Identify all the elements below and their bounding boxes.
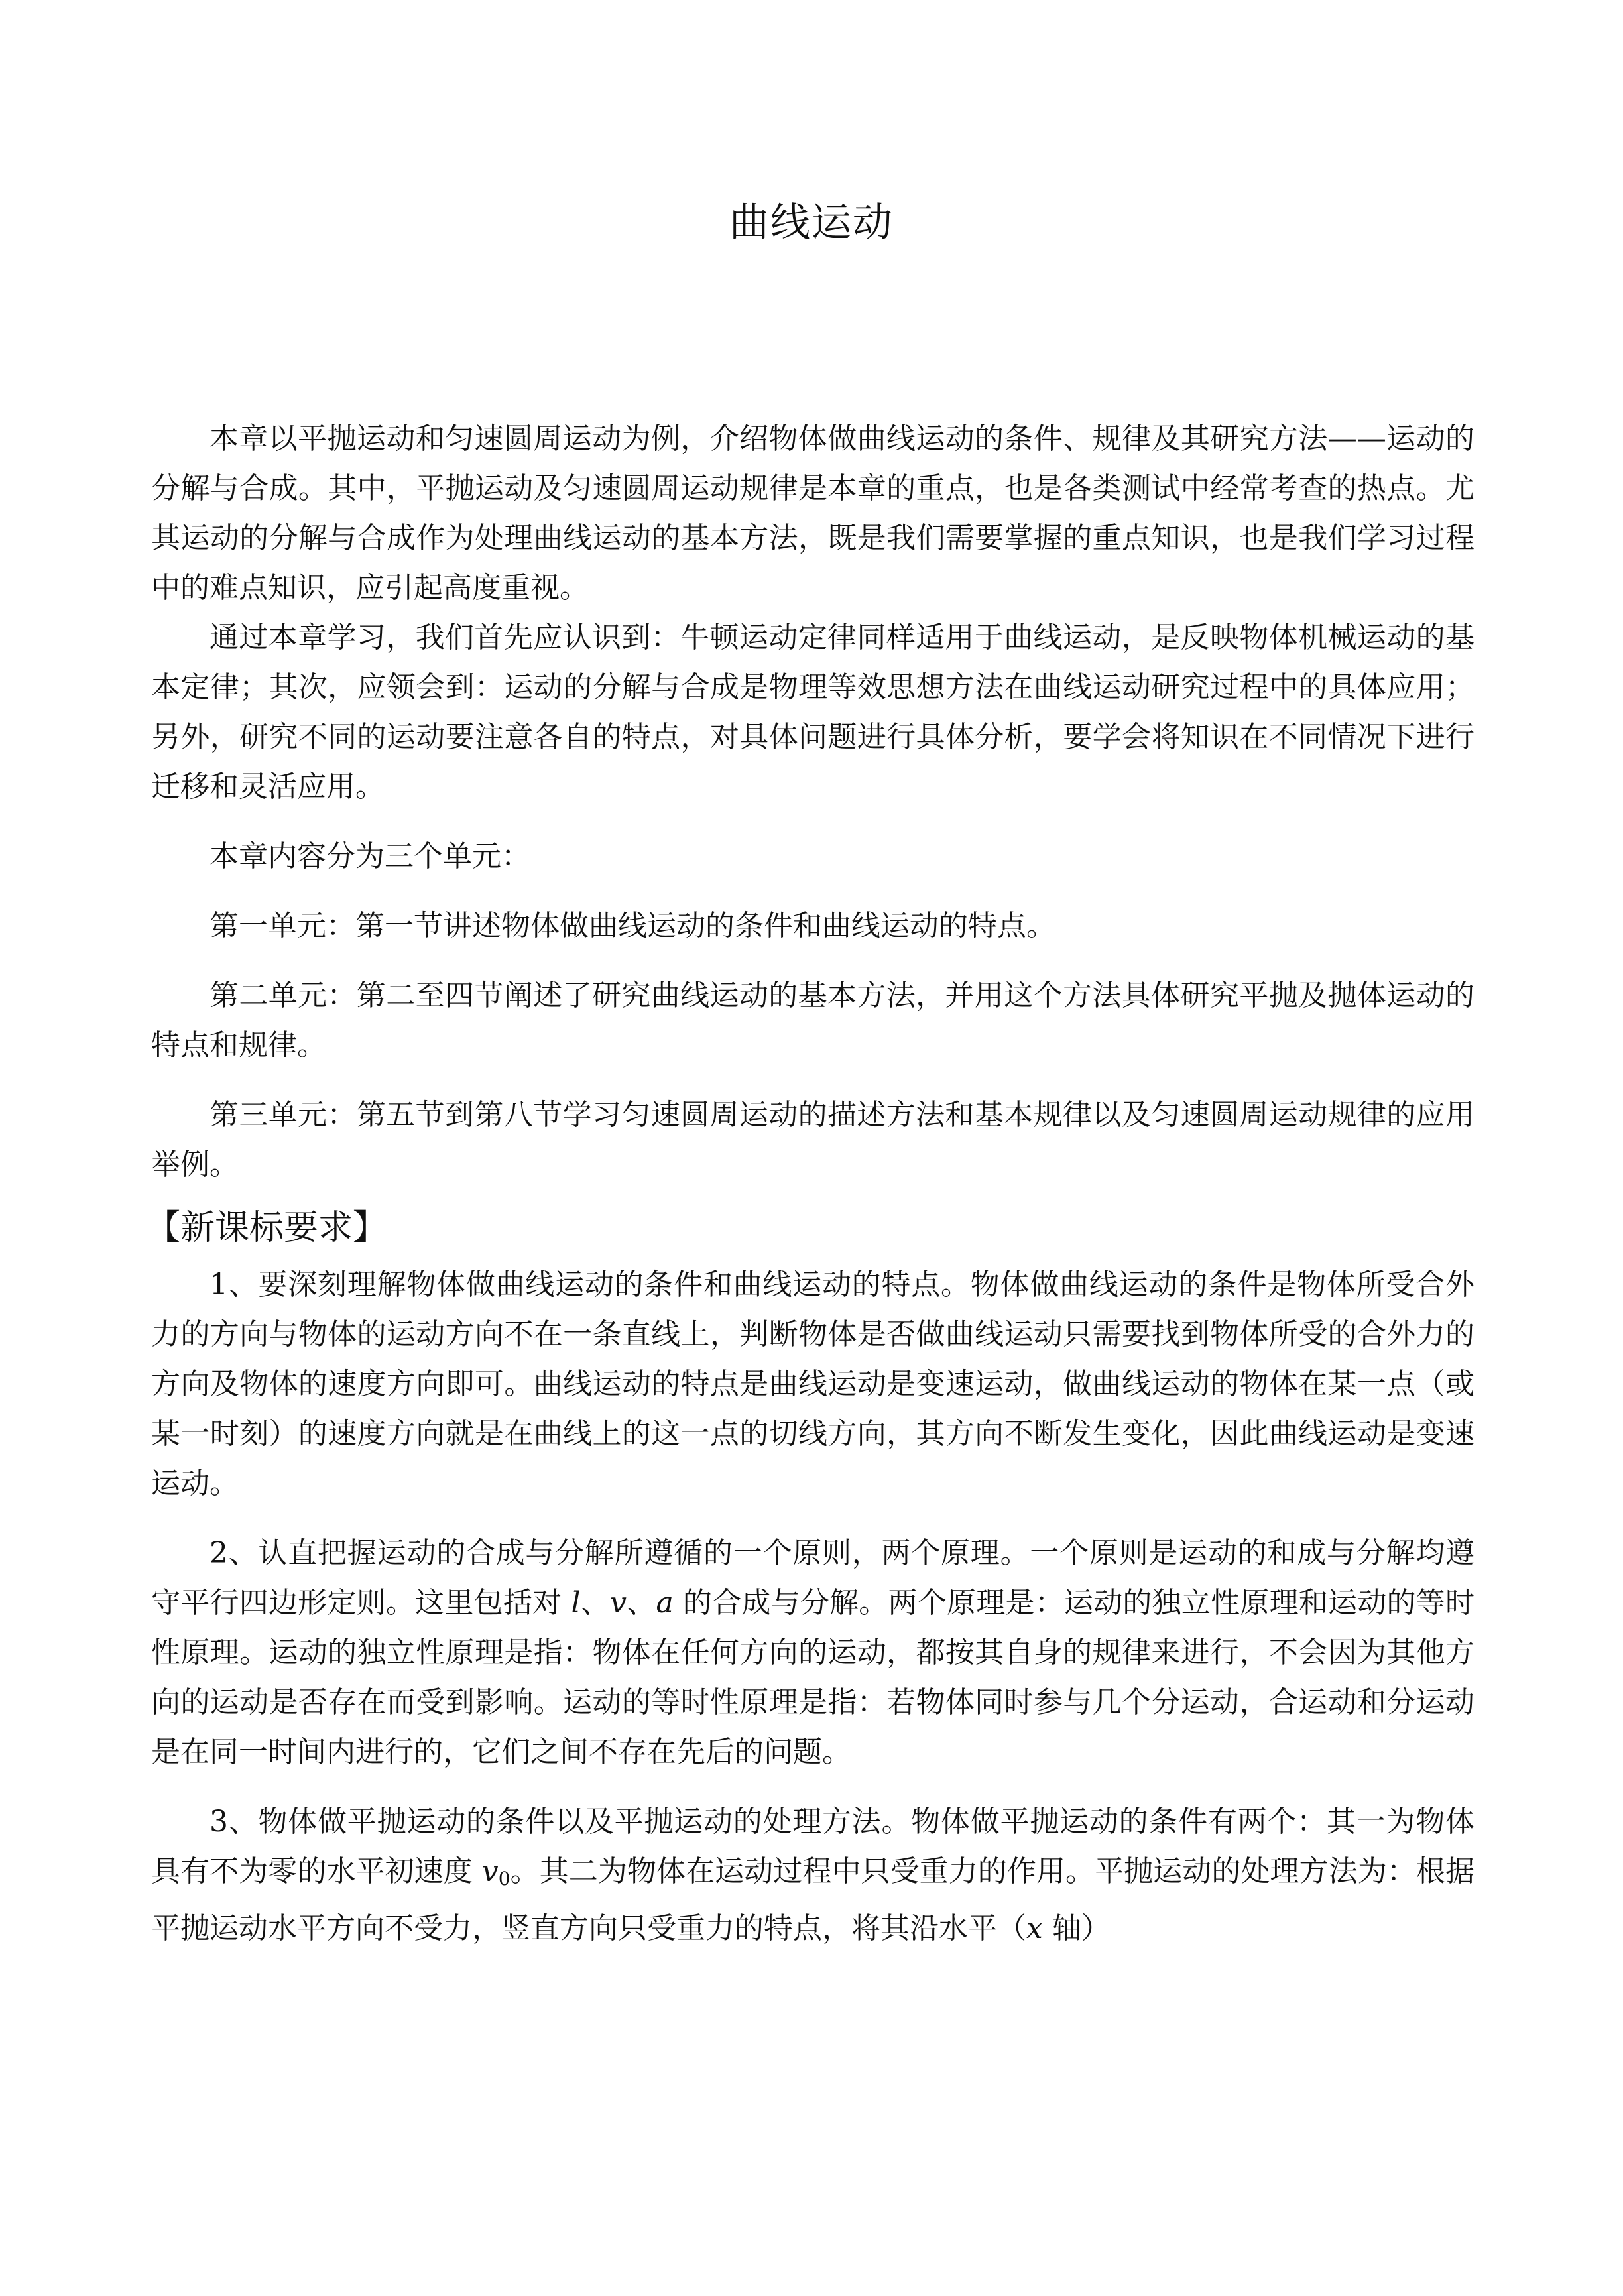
requirement-2-text-b: 的合成与分解。两个原理是：运动的独立性原理和运动的等时性原理。运动的独立性原理是指：物体在任何方向的运动，都按其自身的规律来进行，不会因为其他方向的运动是否存在而受到影响。运动的等时性原理是指：若物体同时参与几个分运动，合运动和分运动是在同一时间内进行的，它们之间不存在先后的问题。 (151, 1586, 1475, 1769)
requirement-3-text-b: 。其二为物体在运动过程中只受重力的作用。平抛运动的处理方法为：根据平抛运动水平方向不受力，竖直方向只受重力的特点，将其沿水平（ (151, 1854, 1474, 1945)
unit-paragraph-3: 第三单元：第五节到第八节学习匀速圆周运动的描述方法和基本规律以及匀速圆周运动规律的应用举例。 (151, 1098, 1474, 1181)
intro-paragraph-2: 通过本章学习，我们首先应认识到：牛顿运动定律同样适用于曲线运动，是反映物体机械运动的基本定律；其次，应领会到：运动的分解与合成是物理等效思想方法在曲线运动研究过程中的具体应用；另外，研究不同的运动要注意各自的特点，对具体问题进行具体分析，要学会将知识在不同情况下进行迁移和灵活应用。 (151, 621, 1474, 804)
document-body (146, 414, 1475, 1953)
intro-paragraph-1: 本章以平抛运动和匀速圆周运动为例，介绍物体做曲线运动的条件、规律及其研究方法——运动的分解与合成。其中，平抛运动及匀速圆周运动规律是本章的重点，也是各类测试中经常考查的热点。尤其运动的分解与合成作为处理曲线运动的基本方法，既是我们需要掌握的重点知识，也是我们学习过程中的难点知识，应引起高度重视。 (151, 422, 1474, 605)
requirement-paragraph-1: 1、要深刻理解物体做曲线运动的条件和曲线运动的特点。物体做曲线运动的条件是物体所受合外力的方向与物体的运动方向不在一条直线上，判断物体是否做曲线运动只需要找到物体所受的合外力的方向及物体的速度方向即可。曲线运动的特点是曲线运动是变速运动，做曲线运动的物体在某一点（或某一时刻）的速度方向就是在曲线上的这一点的切线方向，其方向不断发生变化，因此曲线运动是变速运动。 (151, 1268, 1474, 1500)
symbol-v: v (610, 1586, 627, 1620)
requirement-3-text-c: 轴） (1042, 1911, 1111, 1945)
unit-paragraph-1: 第一单元：第一节讲述物体做曲线运动的条件和曲线运动的特点。 (210, 909, 1055, 943)
requirement-paragraph-2 (151, 1528, 1474, 1777)
symbol-v0: v (481, 1854, 499, 1888)
requirement-2-text-a: 2、认直把握运动的合成与分解所遵循的一个原则，两个原理。一个原则是运动的和成与分解均遵守平行四边形定则。这里包括对 (151, 1536, 1474, 1620)
separator: 、 (626, 1586, 656, 1620)
section-heading: 【新课标要求】 (146, 1208, 388, 1248)
separator: 、 (580, 1586, 611, 1620)
requirement-paragraph-3 (151, 1797, 1474, 1953)
symbol-x: x (1026, 1911, 1043, 1945)
page-title: 曲线运动 (729, 200, 894, 246)
unit-paragraph-2: 第二单元：第二至四节阐述了研究曲线运动的基本方法，并用这个方法具体研究平抛及抛体运动的特点和规律。 (151, 979, 1474, 1062)
subscript-0: 0 (498, 1868, 511, 1890)
requirement-3-text-a: 3、物体做平抛运动的条件以及平抛运动的处理方法。物体做平抛运动的条件有两个：其一为物体具有不为零的水平初速度 (151, 1805, 1474, 1888)
intro-paragraph-3: 本章内容分为三个单元： (210, 839, 530, 873)
symbol-a: a (656, 1586, 674, 1620)
symbol-l: l (571, 1586, 581, 1620)
